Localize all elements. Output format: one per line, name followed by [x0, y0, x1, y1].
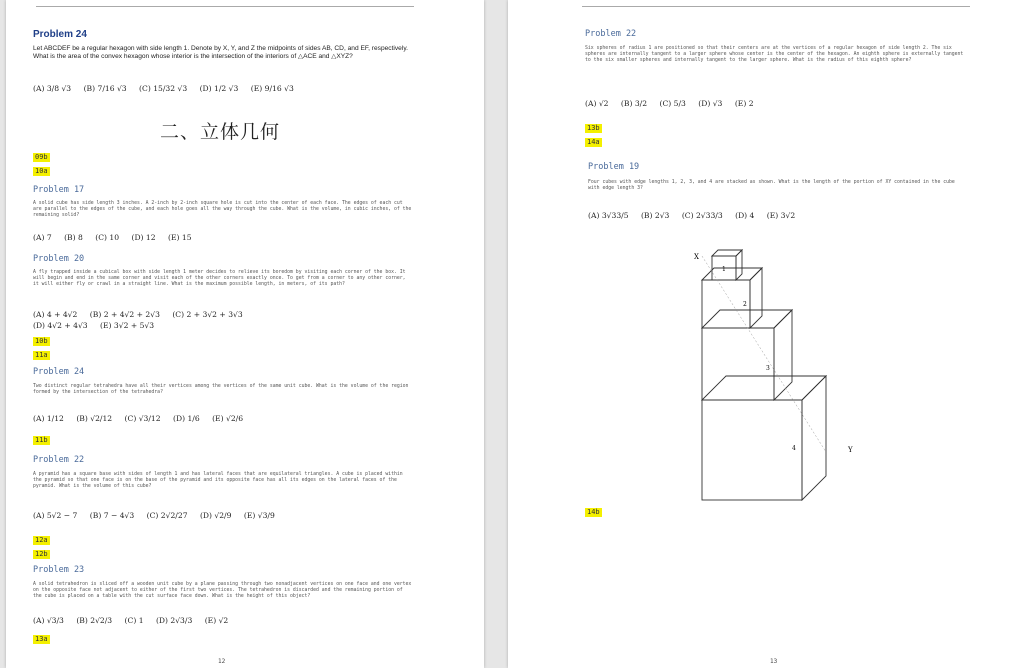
- cube-4-top: [702, 376, 826, 400]
- answer-choices: [33, 511, 285, 520]
- problem-text: A solid tetrahedron is sliced off a wooden unit cube by a plane passing through two nonadjacent vertices on one face and one vertex on the opposite face not adjacent to either of the first two vertices. The tetrahedron is discarded and the remaining portion of the cube is placed on a table with the cut surface face down. What is the height of this object?: [33, 582, 412, 600]
- choice-b: (B) 2√3: [640, 211, 670, 220]
- choice-c: (C) 2√33/3: [681, 211, 723, 220]
- header-rule: [36, 6, 414, 7]
- choice-b: (B) 7/16 √3: [83, 84, 127, 93]
- answer-choices: [33, 233, 202, 242]
- choice-a: (A) √3/3: [33, 616, 64, 625]
- problem-title: Problem 19: [588, 162, 640, 172]
- cube-2-side: [750, 268, 762, 328]
- problem-title: Problem 24: [33, 29, 87, 40]
- choice-a: (A) 1/12: [33, 414, 64, 423]
- label-x: X: [694, 253, 699, 261]
- highlight-tag: 14b: [587, 508, 600, 516]
- segment-xy: [702, 256, 826, 452]
- label-4: 4: [792, 445, 796, 452]
- page-13: [508, 0, 1024, 668]
- cube-1-side: [736, 250, 742, 280]
- problem-text: A pyramid has a square base with sides of length 1 and has lateral faces that are equilateral triangles. A cube is placed within the pyramid so that one face is on the base of the pyramid and its opposite face has all its edges on the lateral faces of the pyramid. What is the volume of this cube?: [33, 472, 403, 490]
- answer-choices-row1: [33, 310, 253, 319]
- choice-e: (E) 2: [734, 99, 754, 108]
- choice-d: (D) 12: [131, 233, 156, 242]
- choice-e: (E) 3√2: [766, 211, 796, 220]
- choice-a: (A) √2: [585, 99, 609, 108]
- choice-c: (C) 1: [124, 616, 144, 625]
- stacked-cubes-figure: [688, 238, 868, 506]
- cube-3-side: [774, 310, 792, 400]
- choice-d: (D) √3: [698, 99, 723, 108]
- choice-d: (D) 4: [735, 211, 755, 220]
- choice-c: (C) 5/3: [659, 99, 686, 108]
- problem-title: Problem 22: [33, 455, 85, 465]
- choice-e: (E) √2: [204, 616, 229, 625]
- highlight-tag: 12a: [35, 536, 48, 544]
- highlight-tag: 10b: [35, 337, 48, 345]
- choice-c: (C) 10: [95, 233, 120, 242]
- label-y: Y: [848, 446, 853, 454]
- choice-a: (A) 3/8 √3: [33, 84, 72, 93]
- choice-b: (B) √2/12: [76, 414, 113, 423]
- choice-e: (E) 15: [168, 233, 192, 242]
- answer-choices: [33, 616, 238, 625]
- highlight-tag: 14a: [587, 138, 600, 146]
- choice-d: (D) 4√2 + 4√3: [33, 321, 88, 330]
- cube-4-side: [802, 376, 826, 500]
- label-3: 3: [766, 365, 770, 372]
- page-number: 12: [218, 658, 226, 665]
- choice-c: (C) 2 + 3√2 + 3√3: [172, 310, 243, 319]
- highlight-tag: 09b: [35, 153, 48, 161]
- highlight-tag: 12b: [35, 550, 48, 558]
- highlight-tag: 13b: [587, 124, 600, 132]
- choice-d: (D) 1/6: [173, 414, 200, 423]
- highlight-tag: 11b: [35, 436, 48, 444]
- choice-d: (D) √2/9: [199, 511, 232, 520]
- answer-choices: [33, 414, 253, 423]
- choice-d: (D) 2√3/3: [155, 616, 193, 625]
- choice-a: (A) 5√2 − 7: [33, 511, 78, 520]
- problem-text: A fly trapped inside a cubical box with side length 1 meter decides to relieve its boredom by visiting each corner of the box. It will begin and end in the same corner and visit each of the other corners exactly once. To get from a corner to any other corner, it will either fly or crawl in a straight line. What is the maximum possible length, in meters, of its path?: [33, 270, 406, 288]
- highlight-tag: 10a: [35, 167, 48, 175]
- choice-a: (A) 3√33/5: [588, 211, 629, 220]
- answer-choices-row2: [33, 321, 164, 330]
- choice-a: (A) 4 + 4√2: [33, 310, 78, 319]
- cube-3-top: [702, 310, 792, 328]
- page-number: 13: [770, 658, 778, 665]
- problem-title: Problem 23: [33, 565, 85, 575]
- choice-b: (B) 2 + 4√2 + 2√3: [89, 310, 160, 319]
- section-heading: 二、立体几何: [160, 121, 281, 143]
- answer-choices: [33, 84, 304, 93]
- choice-b: (B) 7 − 4√3: [89, 511, 135, 520]
- label-1: 1: [722, 266, 726, 273]
- choice-b: (B) 3/2: [620, 99, 648, 108]
- choice-c: (C) 15/32 √3: [139, 84, 188, 93]
- problem-title: Problem 22: [585, 29, 637, 39]
- label-2: 2: [743, 301, 747, 308]
- header-rule: [582, 6, 970, 7]
- choice-e: (E) √3/9: [243, 511, 275, 520]
- problem-text: Let ABCDEF be a regular hexagon with side length 1. Denote by X, Y, and Z the midpoints of sides AB, CD, and EF, respectively. What is the area of the convex hexagon whose interior is the intersection of the interiors of △ACE and △XYZ?: [33, 45, 408, 60]
- answer-choices: [585, 99, 764, 108]
- choice-a: (A) 7: [33, 233, 52, 242]
- problem-text: Six spheres of radius 1 are positioned so that their centers are at the vertices of a regular hexagon of side length 2. The six spheres are internally tangent to a larger sphere whose center is the center of the hexagon. An eighth sphere is externally tangent to the six smaller spheres and internally tangent to the larger sphere. What is the radius of this eighth sphere?: [585, 46, 964, 64]
- cube-4-front: [702, 400, 802, 500]
- choice-e: (E) 9/16 √3: [250, 84, 294, 93]
- choice-b: (B) 2√2/3: [76, 616, 113, 625]
- choice-c: (C) √3/12: [124, 414, 161, 423]
- highlight-tag: 11a: [35, 351, 48, 359]
- problem-text: Four cubes with edge lengths 1, 2, 3, and 4 are stacked as shown. What is the length of the portion of XY contained in the cube with edge length 3?: [588, 180, 955, 192]
- choice-c: (C) 2√2/27: [146, 511, 188, 520]
- problem-text: Two distinct regular tetrahedra have all their vertices among the vertices of the same unit cube. What is the volume of the region formed by the intersection of the tetrahedra?: [33, 384, 409, 396]
- problem-title: Problem 20: [33, 254, 85, 264]
- choice-e: (E) 3√2 + 5√3: [100, 321, 155, 330]
- choice-e: (E) √2/6: [212, 414, 244, 423]
- problem-title: Problem 17: [33, 185, 85, 195]
- answer-choices: [588, 211, 805, 220]
- page-12: [6, 0, 484, 668]
- problem-title: Problem 24: [33, 367, 85, 377]
- problem-text: A solid cube has side length 3 inches. A 2-inch by 2-inch square hole is cut into the center of each face. The edges of each cut are parallel to the edges of the cube, and each hole goes all the way through the cube. What is the volume, in cubic inches, of the remaining solid?: [33, 201, 412, 219]
- choice-d: (D) 1/2 √3: [199, 84, 239, 93]
- highlight-tag: 13a: [35, 635, 48, 643]
- choice-b: (B) 8: [64, 233, 83, 242]
